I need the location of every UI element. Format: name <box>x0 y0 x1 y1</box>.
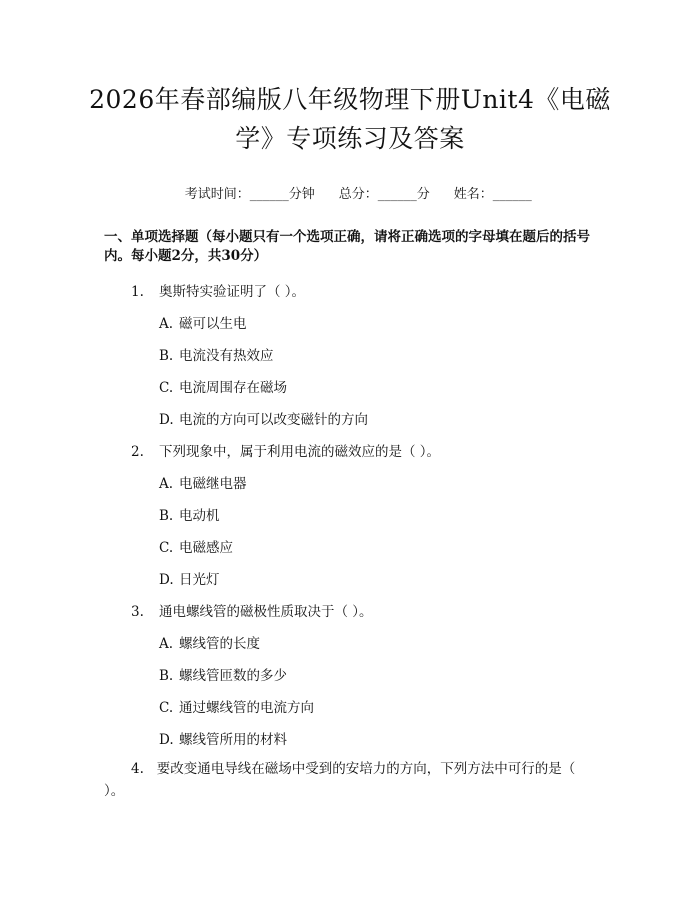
question-4 <box>104 758 584 802</box>
option-text: 电磁继电器 <box>179 476 247 492</box>
question-1-option-d <box>159 410 368 430</box>
option-text: 日光灯 <box>179 572 220 588</box>
question-1-option-c <box>159 378 287 398</box>
option-letter: B. <box>159 508 174 524</box>
question-2-option-d <box>159 570 220 590</box>
option-letter: D. <box>159 412 174 428</box>
question-1 <box>131 282 305 302</box>
question-3-option-a <box>159 634 260 654</box>
option-text: 螺线管的长度 <box>179 636 260 652</box>
option-letter: A. <box>159 476 174 492</box>
option-text: 电流周围存在磁场 <box>179 380 287 396</box>
total-score-field: 总分：______分 <box>338 187 430 202</box>
question-2 <box>131 442 440 462</box>
option-letter: C. <box>159 540 174 556</box>
question-2-option-a <box>159 474 247 494</box>
question-3-option-b <box>159 666 287 686</box>
name-field: 姓名：______ <box>453 187 532 202</box>
option-letter: C. <box>159 700 174 716</box>
document-title: 2026年春部编版八年级物理下册Unit4《电磁学》专项练习及答案 <box>89 85 611 153</box>
option-letter: B. <box>159 348 174 364</box>
option-text: 螺线管匝数的多少 <box>179 668 287 684</box>
question-1-option-a <box>159 314 247 334</box>
option-letter: D. <box>159 572 174 588</box>
option-text: 电动机 <box>179 508 220 524</box>
question-text: 下列现象中，属于利用电流的磁效应的是（ ）。 <box>159 444 441 460</box>
question-3-option-c <box>159 698 314 718</box>
question-number: 2. <box>131 444 144 460</box>
question-text: 奥斯特实验证明了（ ）。 <box>159 284 306 300</box>
question-3 <box>131 602 373 622</box>
option-letter: A. <box>159 316 174 332</box>
option-letter: C. <box>159 380 174 396</box>
option-text: 电流的方向可以改变磁针的方向 <box>179 412 368 428</box>
option-text: 电磁感应 <box>179 540 233 556</box>
exam-time-field: 考试时间：______分钟 <box>184 187 315 202</box>
option-text: 电流没有热效应 <box>179 348 274 364</box>
question-text: 通电螺线管的磁极性质取决于（ ）。 <box>159 604 373 620</box>
exam-info <box>0 168 700 217</box>
question-number: 3. <box>131 604 144 620</box>
question-number: 4. <box>131 761 144 777</box>
question-2-option-c <box>159 538 233 558</box>
question-2-option-b <box>159 506 220 526</box>
question-3-option-d <box>159 730 287 750</box>
question-text: 要改变通电导线在磁场中受到的安培力的方向，下列方法中可行的是（ ）。 <box>104 761 576 799</box>
option-text: 磁可以生电 <box>179 316 247 332</box>
section-heading: 一、单项选择题（每小题只有一个选项正确，请将正确选项的字母填在题后的括号内。每小题2分，共30分） <box>104 229 590 264</box>
option-text: 螺线管所用的材料 <box>179 732 287 748</box>
option-letter: D. <box>159 732 174 748</box>
option-letter: B. <box>159 668 174 684</box>
question-number: 1. <box>131 284 144 300</box>
option-letter: A. <box>159 636 174 652</box>
option-text: 通过螺线管的电流方向 <box>179 700 314 716</box>
question-1-option-b <box>159 346 274 366</box>
